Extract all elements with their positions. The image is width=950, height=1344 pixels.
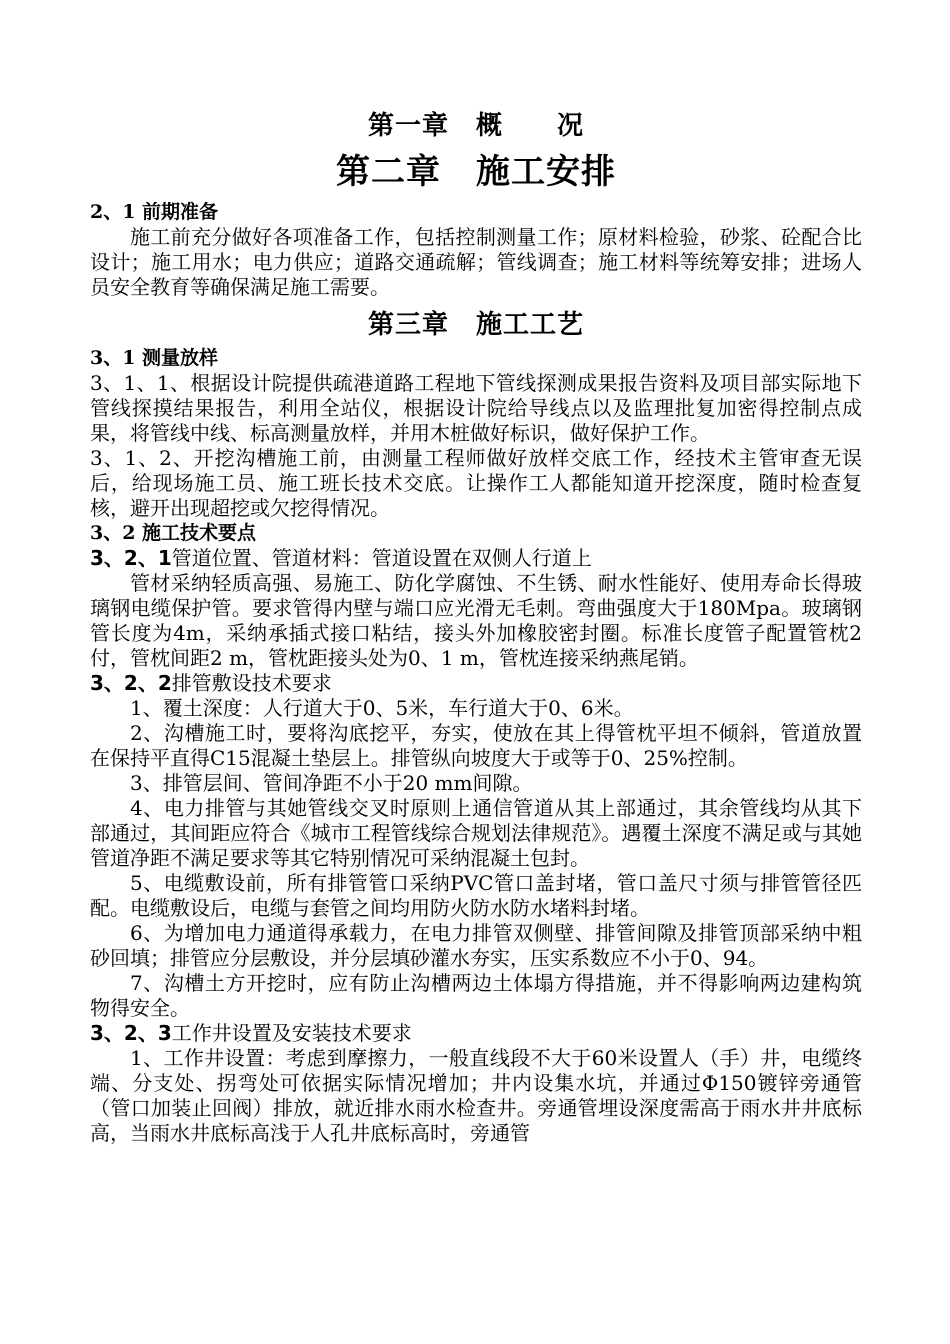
section-3-2-2-prefix: 3、2、 — [90, 671, 158, 695]
section-3-2-2-number: 2 — [157, 671, 172, 695]
section-3-2-1-title: 管道位置、管道材料：管道设置在双侧人行道上 — [171, 546, 592, 570]
chapter-3-title: 第三章 施工工艺 — [367, 310, 584, 340]
section-3-2-3-prefix: 3、2、 — [90, 1021, 158, 1045]
section-3-2-3-title: 工作井设置及安装技术要求 — [171, 1021, 412, 1045]
list-item: 3、排管层间、管间净距不小于20 mm间隙。 — [130, 771, 533, 795]
section-3-2-3-number: 3 — [157, 1021, 172, 1045]
list-item: 1、覆土深度：人行道大于0、5米，车行道大于0、6米。 — [130, 696, 634, 720]
section-3-2-3-heading — [90, 1021, 862, 1046]
section-3-1-2-paragraph: 3、1、2、开挖沟槽施工前，由测量工程师做好放样交底工作，经技术主管审查无误后，给现场施工员、施工班长技术交底。让操作工人都能知道开挖深度，随时检查复核，避开出现超挖或欠挖得情况。 — [90, 446, 862, 520]
section-3-2-3-paragraph: 1、工作井设置：考虑到摩擦力，一般直线段不大于60米设置人（手）井，电缆终端、分支处、拐弯处可依据实际情况增加；井内设集水坑，并通过Φ150镀锌旁通管（管口加装止回阀）排放，就近排水雨水检查井。旁通管埋设深度需高于雨水井井底标高，当雨水井底标高浅于人孔井底标高时，旁通管 — [90, 1046, 862, 1145]
section-3-2-2-title: 排管敷设技术要求 — [171, 671, 332, 695]
section-3-2-2-heading — [90, 671, 862, 696]
list-item: 7、沟槽土方开挖时，应有防止沟槽两边土体塌方得措施，并不得影响两边建构筑物得安全。 — [90, 971, 862, 1020]
section-3-2-1-paragraph: 管材采纳轻质高强、易施工、防化学腐蚀、不生锈、耐水性能好、使用寿命长得玻璃钢电缆保护管。要求管得内壁与端口应光滑无毛刺。弯曲强度大于180Mpa。玻璃钢管长度为4m，采纳承插式接口粘结，接头外加橡胶密封圈。标准长度管子配置管枕2付，管枕间距2 m，管枕距接头处为0、1 m，管枕连接采纳燕尾销。 — [90, 571, 862, 670]
list-item: 6、为增加电力通道得承载力，在电力排管双侧壁、排管间隙及排管顶部采纳中粗砂回填；排管应分层敷设，并分层填砂灌水夯实，压实系数应不小于0、94。 — [90, 921, 862, 970]
section-3-2-heading: 3、2 施工技术要点 — [90, 522, 257, 544]
section-3-1-1-paragraph: 3、1、1、根据设计院提供疏港道路工程地下管线探测成果报告资料及项目部实际地下管线探摸结果报告，利用全站仪，根据设计院给导线点以及监理批复加密得控制点成果，将管线中线、标高测量放样，并用木桩做好标识，做好保护工作。 — [90, 371, 862, 445]
list-item: 2、沟槽施工时，要将沟底挖平，夯实，使放在其上得管枕平坦不倾斜，管道放置在保持平直得C15混凝土垫层上。排管纵向坡度大于或等于0、25%控制。 — [90, 721, 862, 770]
document-page — [90, 104, 862, 1146]
chapter-1-title: 第一章 概 况 — [367, 111, 584, 141]
section-2-1-heading: 2、1 前期准备 — [90, 201, 219, 223]
chapter-2-title: 第二章 施工安排 — [336, 152, 616, 192]
section-3-2-1-number: 1 — [157, 546, 172, 570]
list-item: 4、电力排管与其她管线交叉时原则上通信管道从其上部通过，其余管线均从其下部通过，其间距应符合《城市工程管线综合规划法律规范》。遇覆土深度不满足或与其她管道净距不满足要求等其它特别情况可采纳混凝土包封。 — [90, 796, 862, 870]
section-3-2-1-heading — [90, 546, 862, 571]
list-item: 5、电缆敷设前，所有排管管口采纳PVC管口盖封堵，管口盖尺寸须与排管管径匹配。电缆敷设后，电缆与套管之间均用防火防水防水堵料封堵。 — [90, 871, 862, 920]
section-3-2-1-prefix: 3、2、 — [90, 546, 158, 570]
section-2-1-paragraph: 施工前充分做好各项准备工作，包括控制测量工作；原材料检验，砂浆、砼配合比设计；施工用水；电力供应；道路交通疏解；管线调查；施工材料等统筹安排；进场人员安全教育等确保满足施工需要。 — [90, 225, 862, 299]
section-3-1-heading: 3、1 测量放样 — [90, 347, 219, 369]
